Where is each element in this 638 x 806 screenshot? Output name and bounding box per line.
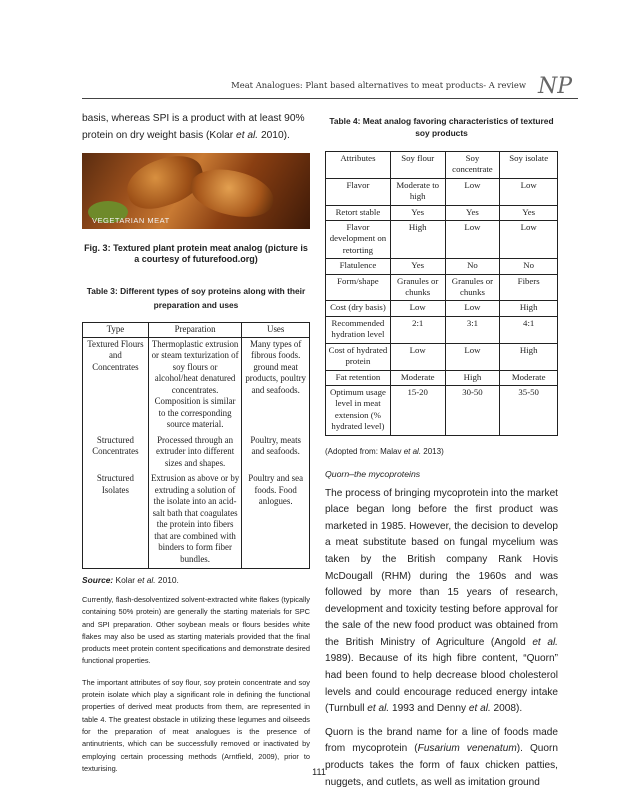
table-row	[326, 221, 558, 259]
table-cell: Processed through an extruder into different sizes and shapes.	[148, 434, 242, 473]
table-row	[83, 472, 310, 569]
table-cell: Extrusion as above or by extruding a solution of the isolate into an acid-salt bath that coagulates the protein into fibers that are combined with binders to form fiber bundles.	[148, 472, 242, 569]
table-cell: Many types of fibrous foods. ground meat products, poultry and seafoods.	[242, 337, 310, 434]
table-row	[326, 274, 558, 301]
table-cell: Fat retention	[326, 370, 391, 385]
table-cell: Structured Concentrates	[83, 434, 149, 473]
table-cell: No	[500, 259, 558, 274]
table-cell: Moderate to high	[390, 178, 445, 205]
table3-header: Uses	[242, 323, 310, 338]
table-cell: Cost of hydrated protein	[326, 343, 391, 370]
table-row	[326, 316, 558, 343]
table-cell: Yes	[390, 259, 445, 274]
table-cell: Flatulence	[326, 259, 391, 274]
table3	[82, 322, 310, 569]
photo-caption-overlay: VEGETARIAN MEAT	[92, 216, 170, 225]
intro-paragraph: basis, whereas SPI is a product with at least 90% protein on dry weight basis (Kolar et al. 2010).	[82, 113, 305, 141]
table-cell: 3:1	[445, 316, 500, 343]
table-cell: 35-50	[500, 385, 558, 435]
table-cell: Low	[445, 301, 500, 316]
table-row	[83, 434, 310, 473]
table-cell: Low	[445, 221, 500, 259]
table4-header: Attributes	[326, 152, 391, 179]
table-cell: Low	[500, 178, 558, 205]
table-cell: Form/shape	[326, 274, 391, 301]
figure-caption: Fig. 3: Textured plant protein meat analog (picture is a courtesy of futurefood.org)	[84, 243, 308, 264]
table-row	[83, 337, 310, 434]
table-cell: Poultry, meats and seafoods.	[242, 434, 310, 473]
table-cell: Low	[500, 221, 558, 259]
table3-source: Source: Kolar et al. 2010.	[82, 575, 179, 585]
table-cell: Flavor	[326, 178, 391, 205]
table-cell: Yes	[390, 205, 445, 220]
left-column	[82, 110, 310, 775]
paragraph: The process of bringing mycoprotein into the market place began long before the first product was marketed in 1985. However, the decision to develop a meat substitute based on fungal mycelium was taken by the British company Rank Hovis McDougall (RHM) during the 1960s and was followed by more than 15 years of research, development and toxicity testing before approval for the sale of the new food product was obtained from the British Ministry of Agriculture (Angold et al. 1989). Because of its high fibre content, “Quorn” had been found to help decrease blood cholesterol levels and could encourage reduced energy intake (Turnbull et al. 1993 and Denny et al. 2008).	[325, 487, 558, 715]
table-row	[326, 178, 558, 205]
table-cell: Optimum usage level in meat extension (% hydrated level)	[326, 385, 391, 435]
fried-piece-shape	[186, 163, 277, 224]
running-title: Meat Analogues: Plant based alternatives to meat products- A review	[231, 80, 526, 90]
table-cell: Recommended hydration level	[326, 316, 391, 343]
table-row	[326, 370, 558, 385]
table-cell: 30-50	[445, 385, 500, 435]
table3-header: Type	[83, 323, 149, 338]
paragraph: The important attributes of soy flour, soy protein concentrate and soy protein isolate which play a significant role in defining the functional properties of derived meat products from them, are represented in table 4. The greatest obstacle in utilizing these legumes and oilseeds for the preparation of meat analogues is the presence of antinutrients, which can be successfully removed or inactivated by employing certain processing methods (Arntfield, 2009), prior to texturising.	[82, 677, 310, 773]
table-cell: High	[390, 221, 445, 259]
table-cell: Low	[390, 343, 445, 370]
table4-source: (Adopted from: Malav et al. 2013)	[325, 446, 444, 456]
table-cell: No	[445, 259, 500, 274]
table-cell: 4:1	[500, 316, 558, 343]
table-cell: Fibers	[500, 274, 558, 301]
journal-logo: NP	[537, 74, 572, 99]
table4-title: Table 4: Meat analog favoring characteristics of textured soy products	[329, 116, 554, 138]
table-cell: Low	[445, 343, 500, 370]
table3-header: Preparation	[148, 323, 242, 338]
meat-analog-photo	[82, 153, 310, 229]
table-row	[326, 205, 558, 220]
table4-header: Soy isolate	[500, 152, 558, 179]
table-cell: 2:1	[390, 316, 445, 343]
table-cell: Textured Flours and Concentrates	[83, 337, 149, 434]
table-cell: Granules or chunks	[445, 274, 500, 301]
table-cell: High	[445, 370, 500, 385]
table-cell: Poultry and sea foods. Food anlogues.	[242, 472, 310, 569]
table-row	[326, 343, 558, 370]
table-cell: Retort stable	[326, 205, 391, 220]
header-rule	[82, 98, 578, 99]
table-row	[326, 259, 558, 274]
table-cell: Yes	[500, 205, 558, 220]
table-cell: 15-20	[390, 385, 445, 435]
page-number: 111	[312, 767, 326, 777]
table-cell: Granules or chunks	[390, 274, 445, 301]
table-cell: Thermoplastic extrusion or steam texturization of soy flours or alcohol/heat denatured concentrates. Composition is similar to the corresponding source material.	[148, 337, 242, 434]
paragraph: Currently, flash-desolventized solvent-extracted white flakes (typically containing 50% protein) are generally the starting materials for SPC and SPI preparation. Other soybean meals or flours besides white flakes may also be used as starting materials provided that the final products meet protein content specifications and demonstrate desired functional properties.	[82, 595, 311, 666]
table4	[325, 151, 558, 436]
table-cell: Low	[390, 301, 445, 316]
table-cell: High	[500, 343, 558, 370]
table-row	[326, 301, 558, 316]
table-cell: Moderate	[390, 370, 445, 385]
table-cell: Yes	[445, 205, 500, 220]
table-cell: High	[500, 301, 558, 316]
table-row	[326, 385, 558, 435]
right-column	[325, 112, 558, 791]
paragraph: Quorn is the brand name for a line of foods made from mycoprotein (Fusarium venenatum). Quorn products takes the form of faux chicken patties, nuggets, and cutlets, as well as imitation ground	[325, 726, 559, 788]
table4-header: Soy concentrate	[445, 152, 500, 179]
table4-header: Soy flour	[390, 152, 445, 179]
table-cell: Low	[445, 178, 500, 205]
table-cell: Cost (dry basis)	[326, 301, 391, 316]
table3-title: Table 3: Different types of soy proteins along with their preparation and uses	[86, 286, 306, 310]
table-cell: Moderate	[500, 370, 558, 385]
table-cell: Flavor development on retorting	[326, 221, 391, 259]
table-cell: Structured Isolates	[83, 472, 149, 569]
section-heading: Quorn–the mycoproteins	[325, 468, 421, 479]
